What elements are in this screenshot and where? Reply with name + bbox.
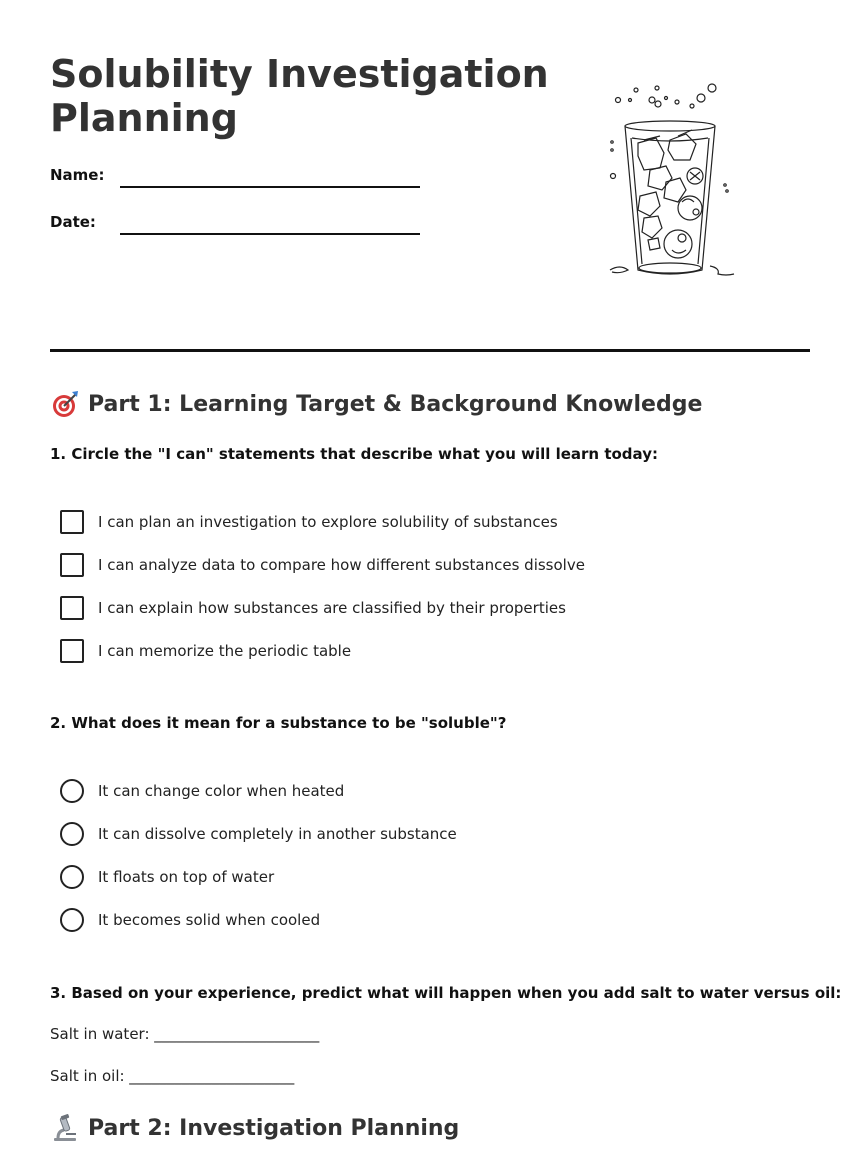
target-icon [50, 389, 80, 419]
part1-heading [50, 388, 702, 420]
q1-option-4[interactable] [60, 638, 351, 664]
name-label: Name: [50, 166, 105, 184]
q2-option-3[interactable] [60, 864, 274, 890]
option-label: It can change color when heated [98, 782, 345, 800]
radio-button[interactable] [60, 865, 84, 889]
salt-water-answer[interactable]: Salt in water: ______________________ [50, 1025, 320, 1043]
option-label: I can analyze data to compare how different substances dissolve [98, 556, 585, 574]
part2-heading [50, 1112, 459, 1144]
checkbox[interactable] [60, 510, 84, 534]
glass-illustration [600, 78, 740, 284]
option-label: I can memorize the periodic table [98, 642, 352, 660]
question-2-prompt: 2. What does it mean for a substance to be "soluble"? [50, 714, 507, 732]
checkbox[interactable] [60, 596, 84, 620]
checkbox[interactable] [60, 553, 84, 577]
option-label: It becomes solid when cooled [98, 911, 321, 929]
salt-oil-answer[interactable]: Salt in oil: ______________________ [50, 1067, 295, 1085]
q1-option-2[interactable] [60, 552, 585, 578]
date-field[interactable] [120, 233, 420, 235]
section-divider [50, 349, 810, 352]
option-label: I can plan an investigation to explore solubility of substances [98, 513, 558, 531]
q2-option-4[interactable] [60, 907, 320, 933]
radio-button[interactable] [60, 822, 84, 846]
option-label: It floats on top of water [98, 868, 275, 886]
q2-option-1[interactable] [60, 778, 344, 804]
radio-button[interactable] [60, 779, 84, 803]
microscope-icon [50, 1113, 80, 1143]
date-label: Date: [50, 213, 96, 231]
radio-button[interactable] [60, 908, 84, 932]
q1-option-3[interactable] [60, 595, 566, 621]
name-field[interactable] [120, 186, 420, 188]
part2-heading-text: Part 2: Investigation Planning [88, 1115, 460, 1141]
option-label: I can explain how substances are classified by their properties [98, 599, 566, 617]
question-3-prompt: 3. Based on your experience, predict what will happen when you add salt to water versus oil: [50, 984, 842, 1002]
page-title: Solubility Investigation Planning [50, 52, 549, 140]
checkbox[interactable] [60, 639, 84, 663]
question-1-prompt: 1. Circle the "I can" statements that describe what you will learn today: [50, 445, 658, 463]
option-label: It can dissolve completely in another substance [98, 825, 457, 843]
q2-option-2[interactable] [60, 821, 457, 847]
part1-heading-text: Part 1: Learning Target & Background Knowledge [88, 391, 703, 417]
q1-option-1[interactable] [60, 509, 558, 535]
